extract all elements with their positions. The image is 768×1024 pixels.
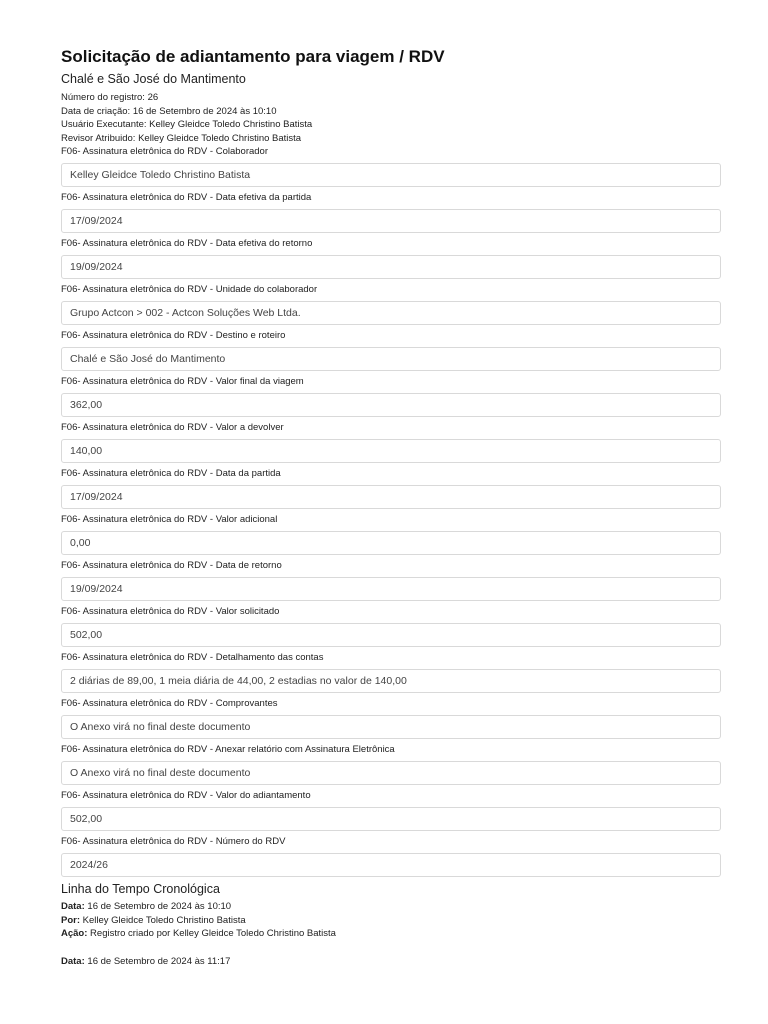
field-label: F06- Assinatura eletrônica do RDV - Colaborador (61, 146, 268, 157)
field-value: O Anexo virá no final deste documento (61, 761, 721, 785)
field-value: 17/09/2024 (61, 485, 721, 509)
field-label: F06- Assinatura eletrônica do RDV - Valor final da viagem (61, 376, 304, 387)
field-value: Chalé e São José do Mantimento (61, 347, 721, 371)
field-value: 2 diárias de 89,00, 1 meia diária de 44,00, 2 estadias no valor de 140,00 (61, 669, 721, 693)
field-label: F06- Assinatura eletrônica do RDV - Valor adicional (61, 514, 278, 525)
field-label: F06- Assinatura eletrônica do RDV - Unidade do colaborador (61, 284, 318, 295)
timeline-date-value: 16 de Setembro de 2024 às 11:17 (87, 955, 231, 967)
field-value: 362,00 (61, 393, 721, 417)
timeline-spacer (61, 941, 721, 955)
timeline-date-label: Data: (61, 901, 85, 912)
timeline-date-value: 16 de Setembro de 2024 às 10:10 (87, 901, 232, 912)
field-value: 140,00 (61, 439, 721, 463)
timeline-action-value: Registro criado por Kelley Gleidce Toledo Christino Batista (90, 928, 336, 939)
field-value: 2024/26 (61, 853, 721, 877)
field-value: O Anexo virá no final deste documento (61, 715, 721, 739)
field-numero-rdv (61, 835, 721, 877)
timeline-date (61, 900, 721, 914)
timeline-entry (61, 900, 721, 941)
page-title: Solicitação de adiantamento para viagem / RDV (61, 47, 445, 66)
field-data-efetiva-partida (61, 191, 721, 233)
executing-user: Usuário Executante: Kelley Gleidce Toledo Christino Batista (61, 119, 313, 130)
field-value: 502,00 (61, 623, 721, 647)
field-label: F06- Assinatura eletrônica do RDV - Data da partida (61, 468, 281, 479)
timeline-date (61, 955, 721, 969)
field-label: F06- Assinatura eletrônica do RDV - Data de retorno (61, 560, 282, 571)
field-value: 0,00 (61, 531, 721, 555)
field-data-retorno (61, 559, 721, 601)
field-detalhamento-contas (61, 651, 721, 693)
field-valor-adiantamento (61, 789, 721, 831)
field-destino-roteiro (61, 329, 721, 371)
timeline-entry (61, 955, 721, 969)
timeline-date-label: Data: (61, 955, 85, 967)
timeline-section (61, 881, 721, 968)
field-label: F06- Assinatura eletrônica do RDV - Anexar relatório com Assinatura Eletrônica (61, 744, 395, 755)
field-label: F06- Assinatura eletrônica do RDV - Número do RDV (61, 836, 286, 847)
field-label: F06- Assinatura eletrônica do RDV - Data efetiva do retorno (61, 238, 313, 249)
timeline-by-value: Kelley Gleidce Toledo Christino Batista (82, 914, 246, 926)
field-valor-final-viagem (61, 375, 721, 417)
fields-list (61, 145, 721, 877)
field-label: F06- Assinatura eletrônica do RDV - Destino e roteiro (61, 330, 286, 341)
field-label: F06- Assinatura eletrônica do RDV - Valor solicitado (61, 606, 280, 617)
field-value: Kelley Gleidce Toledo Christino Batista (61, 163, 721, 187)
page-subtitle: Chalé e São José do Mantimento (61, 72, 246, 86)
field-label: F06- Assinatura eletrônica do RDV - Detalhamento das contas (61, 652, 324, 663)
field-valor-devolver (61, 421, 721, 463)
field-valor-solicitado (61, 605, 721, 647)
record-meta (61, 91, 721, 145)
field-label: F06- Assinatura eletrônica do RDV - Comprovantes (61, 698, 278, 709)
field-label: F06- Assinatura eletrônica do RDV - Data efetiva da partida (61, 192, 312, 203)
timeline-action-label: Ação: (61, 928, 88, 939)
timeline-action (61, 927, 721, 941)
field-label: F06- Assinatura eletrônica do RDV - Valor do adiantamento (61, 790, 311, 801)
field-data-partida (61, 467, 721, 509)
record-number: Número do registro: 26 (61, 92, 159, 103)
field-value: Grupo Actcon > 002 - Actcon Soluções Web Ltda. (61, 301, 721, 325)
field-value: 502,00 (61, 807, 721, 831)
creation-date: Data de criação: 16 de Setembro de 2024 às 10:10 (61, 105, 277, 117)
field-data-efetiva-retorno (61, 237, 721, 279)
timeline-by-label: Por: (61, 914, 80, 926)
field-value: 17/09/2024 (61, 209, 721, 233)
field-anexar-relatorio (61, 743, 721, 785)
field-value: 19/09/2024 (61, 255, 721, 279)
field-comprovantes (61, 697, 721, 739)
field-label: F06- Assinatura eletrônica do RDV - Valor a devolver (61, 422, 284, 433)
timeline-title: Linha do Tempo Cronológica (61, 882, 220, 896)
field-unidade-colaborador (61, 283, 721, 325)
timeline-by (61, 914, 721, 928)
field-value: 19/09/2024 (61, 577, 721, 601)
field-colaborador (61, 145, 721, 187)
assigned-reviewer: Revisor Atribuido: Kelley Gleidce Toledo Christino Batista (61, 132, 302, 144)
field-valor-adicional (61, 513, 721, 555)
